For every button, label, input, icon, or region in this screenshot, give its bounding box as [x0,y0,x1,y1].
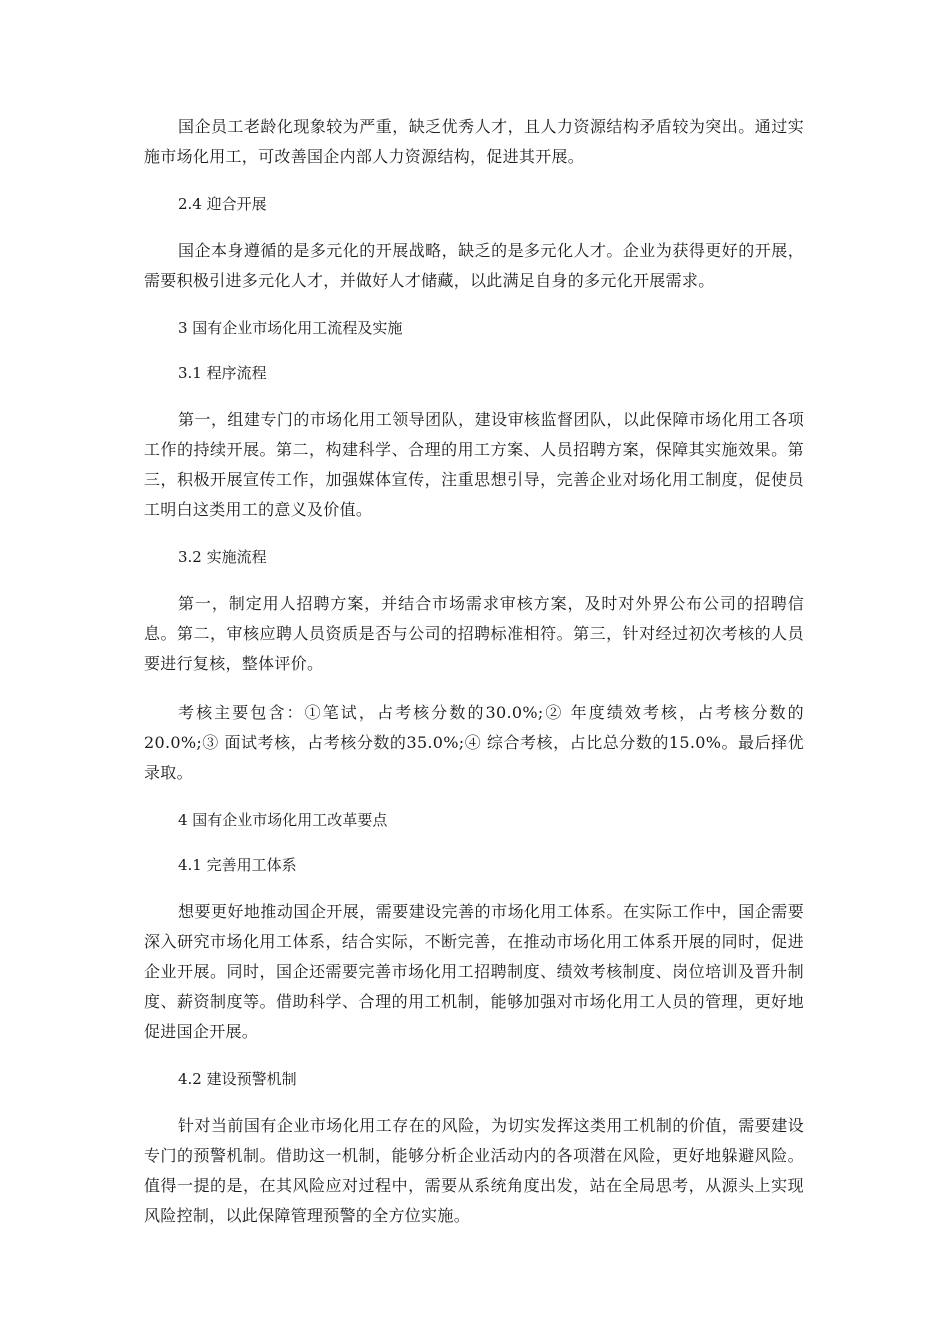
heading-3-2: 3.2 实施流程 [178,548,267,566]
paragraph-implementation: 第一，制定用人招聘方案，并结合市场需求审核方案，及时对外界公布公司的招聘信息。第二，审核应聘人员资质是否与公司的招聘标准相符。第三，针对经过初次考核的人员要进行复核，整体评价。 [144,594,804,673]
paragraph-diversification: 国企本身遵循的是多元化的开展战略，缺乏的是多元化人才。企业为获得更好的开展，需要积极引进多元化人才，并做好人才储藏，以此满足自身的多元化开展需求。 [144,241,804,290]
paragraph-assessment: 考核主要包含：①笔试，占考核分数的30.0%;② 年度绩效考核，占考核分数的20.0%;③ 面试考核，占考核分数的35.0%;④ 综合考核，占比总分数的15.0%。最后择优录取。 [144,703,804,782]
paragraph-procedure: 第一，组建专门的市场化用工领导团队，建设审核监督团队，以此保障市场化用工各项工作的持续开展。第二，构建科学、合理的用工方案、人员招聘方案，保障其实施效果。第三，积极开展宣传工作，加强媒体宣传，注重思想引导，完善企业对场化用工制度，促使员工明白这类用工的意义及价值。 [144,410,804,519]
paragraph-employment-system: 想要更好地推动国企开展，需要建设完善的市场化用工体系。在实际工作中，国企需要深入研究市场化用工体系，结合实际，不断完善，在推动市场化用工体系开展的同时，促进企业开展。同时，国企还需要完善市场化用工招聘制度、绩效考核制度、岗位培训及晋升制度、薪资制度等。借助科学、合理的用工机制，能够加强对市场化用工人员的管理，更好地促进国企开展。 [144,902,804,1041]
heading-4-2: 4.2 建设预警机制 [178,1070,297,1088]
heading-2-4: 2.4 迎合开展 [178,195,267,213]
paragraph-aging-workforce: 国企员工老龄化现象较为严重，缺乏优秀人才，且人力资源结构矛盾较为突出。通过实施市场化用工，可改善国企内部人力资源结构，促进其开展。 [144,117,804,166]
heading-3-1: 3.1 程序流程 [178,364,267,382]
heading-4-1: 4.1 完善用工体系 [178,856,297,874]
heading-4: 4 国有企业市场化用工改革要点 [178,811,388,829]
heading-3: 3 国有企业市场化用工流程及实施 [178,319,403,337]
paragraph-warning-mechanism: 针对当前国有企业市场化用工存在的风险，为切实发挥这类用工机制的价值，需要建设专门的预警机制。借助这一机制，能够分析企业活动内的各项潜在风险，更好地躲避风险。值得一提的是，在其风险应对过程中，需要从系统角度出发，站在全局思考，从源头上实现风险控制，以此保障管理预警的全方位实施。 [144,1116,804,1225]
document-body [144,112,804,1250]
